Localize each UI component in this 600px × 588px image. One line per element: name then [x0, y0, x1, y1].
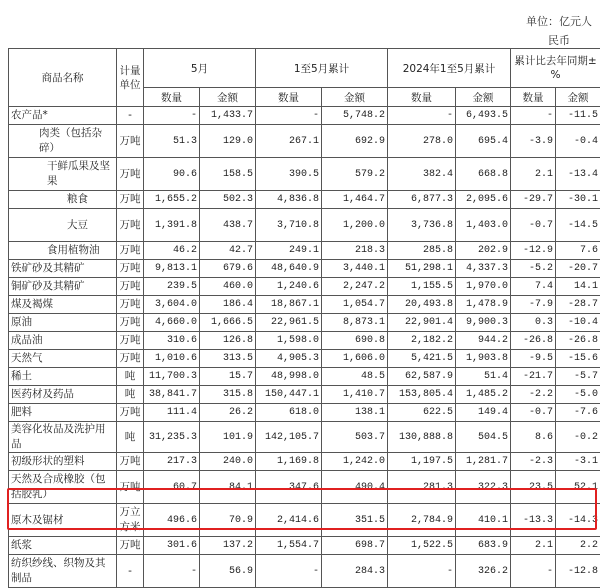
cell-c-a: -0.2	[556, 422, 600, 453]
cell-p-a: 2,095.6	[456, 191, 511, 209]
cell-may-q: 239.5	[144, 278, 200, 296]
row-unit: 万吨	[117, 125, 144, 158]
row-unit: 万吨	[117, 350, 144, 368]
cell-ytd-a: 8,873.1	[322, 314, 388, 332]
header-qty: 数量	[388, 88, 456, 107]
unit-note: 单位：亿元人民币	[524, 12, 594, 50]
cell-c-a: -12.8	[556, 555, 600, 588]
cell-c-q: -7.9	[511, 296, 556, 314]
header-may: 5月	[144, 49, 256, 88]
cell-c-q: -3.9	[511, 125, 556, 158]
cell-may-q: 301.6	[144, 537, 200, 555]
cell-c-a: -5.0	[556, 386, 600, 404]
cell-c-q: -0.7	[511, 404, 556, 422]
cell-p-a: 1,485.2	[456, 386, 511, 404]
cell-p-a: 668.8	[456, 158, 511, 191]
header-amt: 金额	[322, 88, 388, 107]
cell-c-a: 7.6	[556, 242, 600, 260]
cell-c-a: -7.6	[556, 404, 600, 422]
table-row	[9, 209, 600, 242]
cell-ytd-a: 1,054.7	[322, 296, 388, 314]
cell-may-q: 217.3	[144, 453, 200, 471]
header-qty: 数量	[511, 88, 556, 107]
cell-ytd-a: 690.8	[322, 332, 388, 350]
cell-may-a: 313.5	[200, 350, 256, 368]
cell-ytd-a: 1,606.0	[322, 350, 388, 368]
cell-c-a: -3.1	[556, 453, 600, 471]
row-name: 医药材及药品	[9, 386, 117, 404]
cell-c-a: -14.5	[556, 209, 600, 242]
cell-ytd-q: 618.0	[256, 404, 322, 422]
cell-ytd-q: 390.5	[256, 158, 322, 191]
table-row	[9, 350, 600, 368]
row-name: 铜矿砂及其精矿	[9, 278, 117, 296]
cell-may-a: 460.0	[200, 278, 256, 296]
row-unit: 吨	[117, 422, 144, 453]
cell-p-a: 1,903.8	[456, 350, 511, 368]
cell-ytd-q: 1,169.8	[256, 453, 322, 471]
cell-c-q: -29.7	[511, 191, 556, 209]
cell-may-a: 502.3	[200, 191, 256, 209]
row-name: 初级形状的塑料	[9, 453, 117, 471]
row-unit: 万吨	[117, 158, 144, 191]
cell-ytd-a: 5,748.2	[322, 107, 388, 125]
header-qty: 数量	[144, 88, 200, 107]
cell-c-a: -30.1	[556, 191, 600, 209]
cell-p-q: 20,493.8	[388, 296, 456, 314]
row-unit: -	[117, 107, 144, 125]
cell-c-q: -21.7	[511, 368, 556, 386]
cell-c-q: -26.8	[511, 332, 556, 350]
cell-ytd-q: 4,905.3	[256, 350, 322, 368]
cell-may-q: 1,391.8	[144, 209, 200, 242]
cell-may-q: 60.7	[144, 471, 200, 504]
table-row	[9, 422, 600, 453]
cell-p-q: -	[388, 107, 456, 125]
cell-ytd-q: 267.1	[256, 125, 322, 158]
header-unit: 计量单位	[117, 49, 144, 107]
cell-ytd-a: 1,200.0	[322, 209, 388, 242]
row-unit: 万吨	[117, 537, 144, 555]
cell-ytd-a: 692.9	[322, 125, 388, 158]
row-name: 天然及合成橡胶（包括胶乳）	[9, 471, 117, 504]
cell-p-q: 382.4	[388, 158, 456, 191]
cell-may-a: 679.6	[200, 260, 256, 278]
cell-ytd-q: 4,836.8	[256, 191, 322, 209]
cell-p-a: 1,403.0	[456, 209, 511, 242]
table-row	[9, 314, 600, 332]
cell-ytd-a: 2,247.2	[322, 278, 388, 296]
row-name: 稀土	[9, 368, 117, 386]
table-body	[9, 107, 600, 588]
table-row	[9, 107, 600, 125]
row-name: 天然气	[9, 350, 117, 368]
cell-p-a: 410.1	[456, 504, 511, 537]
cell-c-a: -13.4	[556, 158, 600, 191]
cell-may-q: 1,655.2	[144, 191, 200, 209]
row-unit: 万吨	[117, 278, 144, 296]
cell-c-q: 2.1	[511, 537, 556, 555]
cell-p-a: 1,478.9	[456, 296, 511, 314]
row-unit: 万吨	[117, 453, 144, 471]
row-unit: -	[117, 555, 144, 588]
cell-c-q: 0.3	[511, 314, 556, 332]
cell-p-a: 1,970.0	[456, 278, 511, 296]
cell-c-a: 52.1	[556, 471, 600, 504]
table-row	[9, 191, 600, 209]
cell-c-q: -12.9	[511, 242, 556, 260]
cell-c-a: -15.6	[556, 350, 600, 368]
row-name: 纸浆	[9, 537, 117, 555]
cell-p-q: 1,197.5	[388, 453, 456, 471]
row-unit: 万吨	[117, 260, 144, 278]
cell-ytd-q: -	[256, 555, 322, 588]
row-unit: 万吨	[117, 471, 144, 504]
cell-may-a: 1,433.7	[200, 107, 256, 125]
header-amt: 金额	[556, 88, 600, 107]
row-name: 大豆	[9, 209, 117, 242]
table-row	[9, 504, 600, 537]
cell-p-q: -	[388, 555, 456, 588]
cell-c-q: -5.2	[511, 260, 556, 278]
table-row	[9, 125, 600, 158]
cell-p-a: 1,281.7	[456, 453, 511, 471]
table-row	[9, 453, 600, 471]
cell-c-a: -10.4	[556, 314, 600, 332]
cell-may-q: -	[144, 107, 200, 125]
cell-c-a: -11.5	[556, 107, 600, 125]
cell-c-a: -0.4	[556, 125, 600, 158]
row-name: 食用植物油	[9, 242, 117, 260]
cell-p-q: 622.5	[388, 404, 456, 422]
cell-p-q: 153,805.4	[388, 386, 456, 404]
cell-may-a: 15.7	[200, 368, 256, 386]
cell-ytd-q: 150,447.1	[256, 386, 322, 404]
cell-c-q: 2.1	[511, 158, 556, 191]
cell-ytd-a: 351.5	[322, 504, 388, 537]
cell-may-a: 101.9	[200, 422, 256, 453]
header-qty: 数量	[256, 88, 322, 107]
row-name: 肉类（包括杂碎）	[9, 125, 117, 158]
cell-p-q: 278.0	[388, 125, 456, 158]
cell-c-a: -5.7	[556, 368, 600, 386]
cell-may-q: 90.6	[144, 158, 200, 191]
cell-ytd-a: 503.7	[322, 422, 388, 453]
cell-p-a: 9,900.3	[456, 314, 511, 332]
cell-p-q: 2,784.9	[388, 504, 456, 537]
cell-ytd-q: 48,640.9	[256, 260, 322, 278]
row-unit: 万吨	[117, 404, 144, 422]
cell-may-a: 129.0	[200, 125, 256, 158]
cell-c-q: -2.2	[511, 386, 556, 404]
cell-p-a: 202.9	[456, 242, 511, 260]
header-amt: 金额	[456, 88, 511, 107]
table-row	[9, 242, 600, 260]
header-amt: 金额	[200, 88, 256, 107]
row-name: 原油	[9, 314, 117, 332]
cell-p-q: 281.3	[388, 471, 456, 504]
cell-may-q: 51.3	[144, 125, 200, 158]
cell-ytd-a: 1,410.7	[322, 386, 388, 404]
cell-p-q: 62,587.9	[388, 368, 456, 386]
cell-p-q: 1,155.5	[388, 278, 456, 296]
cell-may-a: 315.8	[200, 386, 256, 404]
cell-p-q: 6,877.3	[388, 191, 456, 209]
table-row	[9, 537, 600, 555]
table-row	[9, 471, 600, 504]
header-ytd-2024: 2024年1至5月累计	[388, 49, 511, 88]
cell-ytd-a: 490.4	[322, 471, 388, 504]
cell-p-a: 51.4	[456, 368, 511, 386]
row-name: 干鲜瓜果及坚果	[9, 158, 117, 191]
cell-ytd-q: 1,240.6	[256, 278, 322, 296]
row-unit: 万吨	[117, 314, 144, 332]
header-yoy: 累计比去年同期±%	[511, 49, 600, 88]
cell-p-a: 683.9	[456, 537, 511, 555]
row-unit: 吨	[117, 386, 144, 404]
cell-c-a: -14.3	[556, 504, 600, 537]
row-unit: 万吨	[117, 332, 144, 350]
cell-p-q: 2,182.2	[388, 332, 456, 350]
cell-p-a: 695.4	[456, 125, 511, 158]
cell-c-a: 14.1	[556, 278, 600, 296]
row-name: 原木及锯材	[9, 504, 117, 537]
cell-ytd-q: 249.1	[256, 242, 322, 260]
cell-may-a: 158.5	[200, 158, 256, 191]
cell-may-a: 240.0	[200, 453, 256, 471]
cell-ytd-a: 48.5	[322, 368, 388, 386]
cell-c-q: -9.5	[511, 350, 556, 368]
row-name: 粮食	[9, 191, 117, 209]
cell-p-q: 5,421.5	[388, 350, 456, 368]
cell-ytd-q: 3,710.8	[256, 209, 322, 242]
header-name: 商品名称	[9, 49, 117, 107]
cell-ytd-q: -	[256, 107, 322, 125]
row-name: 纺织纱线、织物及其制品	[9, 555, 117, 588]
row-name: 肥料	[9, 404, 117, 422]
cell-ytd-q: 142,105.7	[256, 422, 322, 453]
cell-ytd-q: 22,961.5	[256, 314, 322, 332]
cell-p-a: 4,337.3	[456, 260, 511, 278]
cell-may-q: 111.4	[144, 404, 200, 422]
cell-ytd-q: 18,867.1	[256, 296, 322, 314]
cell-ytd-a: 1,464.7	[322, 191, 388, 209]
cell-c-a: -26.8	[556, 332, 600, 350]
cell-p-a: 326.2	[456, 555, 511, 588]
table-row	[9, 332, 600, 350]
cell-ytd-q: 1,554.7	[256, 537, 322, 555]
header-ytd: 1至5月累计	[256, 49, 388, 88]
cell-may-a: 26.2	[200, 404, 256, 422]
cell-may-q: 496.6	[144, 504, 200, 537]
cell-may-a: 126.8	[200, 332, 256, 350]
table-row	[9, 158, 600, 191]
table-row	[9, 368, 600, 386]
cell-p-a: 322.3	[456, 471, 511, 504]
cell-p-q: 22,901.4	[388, 314, 456, 332]
cell-ytd-a: 1,242.0	[322, 453, 388, 471]
cell-p-a: 944.2	[456, 332, 511, 350]
row-unit: 万立方米	[117, 504, 144, 537]
cell-p-q: 3,736.8	[388, 209, 456, 242]
cell-may-q: 4,660.0	[144, 314, 200, 332]
row-name: 农产品*	[9, 107, 117, 125]
cell-may-q: 310.6	[144, 332, 200, 350]
cell-may-q: 3,604.0	[144, 296, 200, 314]
cell-ytd-a: 3,440.1	[322, 260, 388, 278]
cell-may-q: 11,700.3	[144, 368, 200, 386]
cell-ytd-q: 347.6	[256, 471, 322, 504]
cell-may-q: -	[144, 555, 200, 588]
cell-c-q: -	[511, 107, 556, 125]
cell-p-q: 130,888.8	[388, 422, 456, 453]
cell-c-a: 2.2	[556, 537, 600, 555]
row-name: 成品油	[9, 332, 117, 350]
cell-may-q: 9,813.1	[144, 260, 200, 278]
row-name: 铁矿砂及其精矿	[9, 260, 117, 278]
cell-c-q: -0.7	[511, 209, 556, 242]
cell-p-a: 149.4	[456, 404, 511, 422]
cell-ytd-q: 48,998.0	[256, 368, 322, 386]
cell-ytd-a: 138.1	[322, 404, 388, 422]
cell-c-q: 8.6	[511, 422, 556, 453]
table-row	[9, 278, 600, 296]
cell-c-q: 7.4	[511, 278, 556, 296]
cell-may-a: 137.2	[200, 537, 256, 555]
row-unit: 万吨	[117, 242, 144, 260]
cell-may-a: 42.7	[200, 242, 256, 260]
import-table	[8, 48, 600, 588]
cell-may-q: 46.2	[144, 242, 200, 260]
cell-c-q: -13.3	[511, 504, 556, 537]
cell-may-a: 70.9	[200, 504, 256, 537]
table-row	[9, 260, 600, 278]
cell-ytd-a: 284.3	[322, 555, 388, 588]
cell-may-a: 438.7	[200, 209, 256, 242]
cell-may-a: 56.9	[200, 555, 256, 588]
cell-may-q: 31,235.3	[144, 422, 200, 453]
row-unit: 万吨	[117, 191, 144, 209]
table-row	[9, 386, 600, 404]
cell-p-q: 285.8	[388, 242, 456, 260]
cell-c-q: -	[511, 555, 556, 588]
row-name: 美容化妆品及洗护用品	[9, 422, 117, 453]
cell-may-a: 186.4	[200, 296, 256, 314]
row-name: 煤及褐煤	[9, 296, 117, 314]
cell-c-q: -2.3	[511, 453, 556, 471]
row-unit: 吨	[117, 368, 144, 386]
cell-ytd-a: 698.7	[322, 537, 388, 555]
cell-may-a: 84.1	[200, 471, 256, 504]
row-unit: 万吨	[117, 296, 144, 314]
cell-p-q: 1,522.5	[388, 537, 456, 555]
cell-may-q: 1,010.6	[144, 350, 200, 368]
table-row	[9, 296, 600, 314]
cell-p-a: 504.5	[456, 422, 511, 453]
table-row	[9, 404, 600, 422]
cell-c-a: -20.7	[556, 260, 600, 278]
cell-ytd-q: 2,414.6	[256, 504, 322, 537]
cell-may-a: 1,666.5	[200, 314, 256, 332]
cell-ytd-q: 1,598.0	[256, 332, 322, 350]
cell-c-q: 23.5	[511, 471, 556, 504]
row-unit: 万吨	[117, 209, 144, 242]
cell-ytd-a: 218.3	[322, 242, 388, 260]
cell-c-a: -28.7	[556, 296, 600, 314]
cell-may-q: 38,841.7	[144, 386, 200, 404]
cell-p-q: 51,298.1	[388, 260, 456, 278]
cell-ytd-a: 579.2	[322, 158, 388, 191]
cell-p-a: 6,493.5	[456, 107, 511, 125]
table-row	[9, 555, 600, 588]
